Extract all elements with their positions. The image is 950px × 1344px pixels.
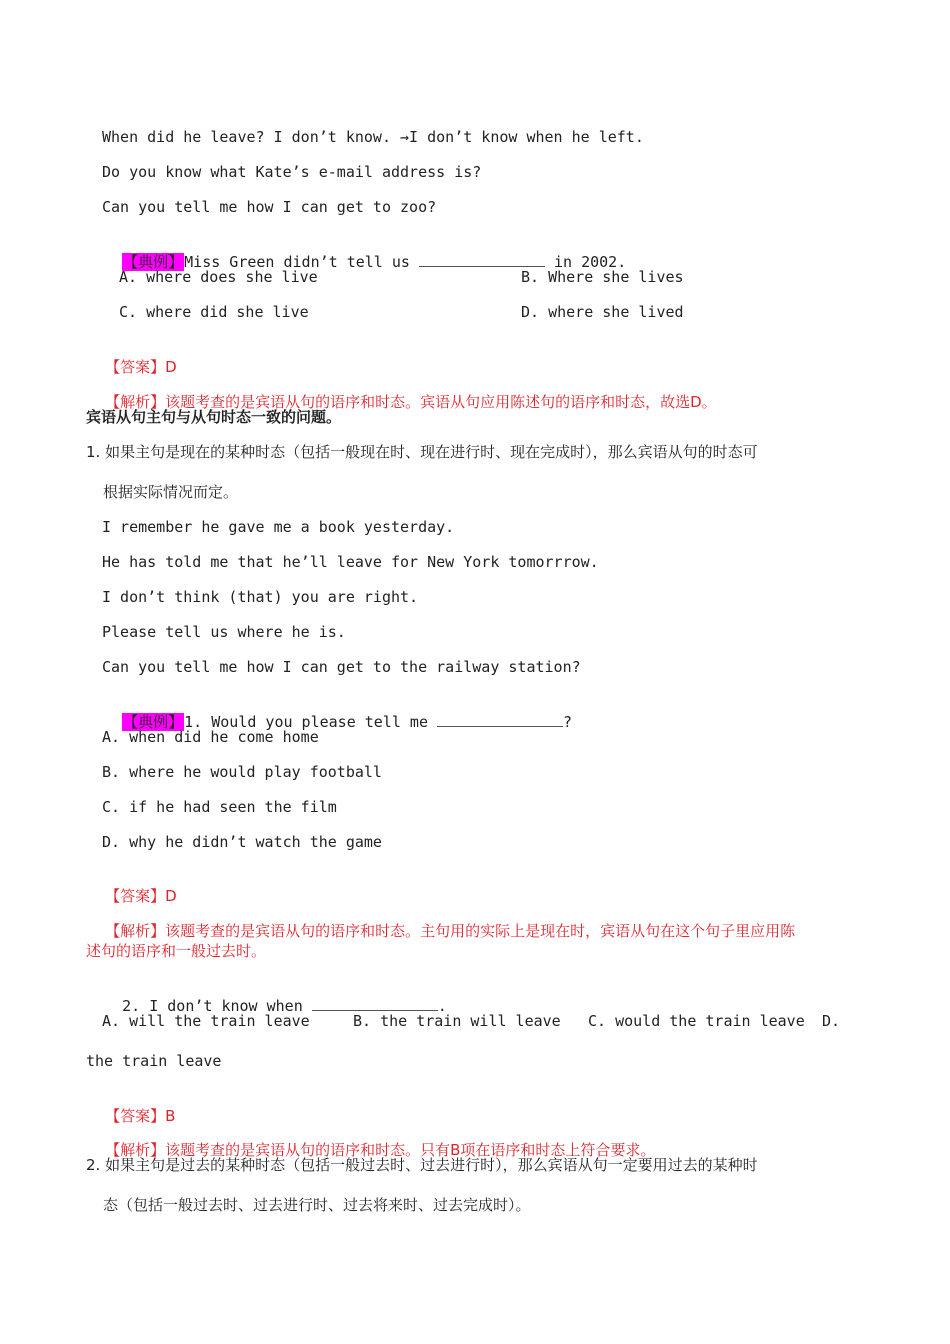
- rule-1-example-2: He has told me that he’ll leave for New York tomorrrow.: [102, 553, 599, 571]
- example-3-option-d-text: the train leave: [86, 1052, 222, 1070]
- example-1-option-a: A. where does she live: [119, 268, 318, 286]
- rule-1-example-5: Can you tell me how I can get to the railway station?: [102, 658, 581, 676]
- example-2-option-d: D. why he didn’t watch the game: [102, 833, 382, 851]
- answer-value: D: [165, 358, 177, 376]
- section-title: 宾语从句主句与从句时态一致的问题。: [86, 408, 342, 426]
- example-3-stem-after: .: [437, 997, 447, 1015]
- rule-1-example-4: Please tell us where he is.: [102, 623, 346, 641]
- analysis-label: 【解析】: [105, 922, 166, 940]
- answer-blank: [419, 252, 545, 267]
- example-1-option-d: D. where she lived: [521, 303, 684, 321]
- answer-label: 【答案】: [105, 887, 166, 905]
- analysis-text: 该题考查的是宾语从句的语序和时态。只有B项在语序和时态上符合要求。: [165, 1141, 656, 1159]
- intro-line-2: Do you know what Kate’s e-mail address is?: [102, 163, 482, 181]
- example-2-option-c: C. if he had seen the film: [102, 798, 337, 816]
- example-1-option-c: C. where did she live: [119, 303, 309, 321]
- analysis-label: 【解析】: [105, 393, 166, 411]
- example-3-option-a: A. will the train leave: [102, 1012, 310, 1030]
- analysis-text: 该题考查的是宾语从句的语序和时态。宾语从句应用陈述句的语序和时态，故选D。: [165, 393, 717, 411]
- analysis-label: 【解析】: [105, 1141, 166, 1159]
- answer-label: 【答案】: [105, 1107, 166, 1125]
- intro-line-1: When did he leave? I don’t know. →I don’t know when he left.: [102, 128, 644, 146]
- answer-value: B: [165, 1107, 176, 1125]
- rule-1-line-2: 根据实际情况而定。: [103, 483, 239, 501]
- answer-label: 【答案】: [105, 358, 166, 376]
- example-2-analysis-line-2: 述句的语序和一般过去时。: [86, 942, 267, 960]
- analysis-text: 该题考查的是宾语从句的语序和时态。主句用的实际上是现在时，宾语从句在这个句子里应用陈: [165, 922, 796, 940]
- rule-2-line-1: 2. 如果主句是过去的某种时态（包括一般过去时、过去进行时），那么宾语从句一定要用过去的某种时: [86, 1156, 758, 1174]
- example-3-option-b: B. the train will leave: [353, 1012, 561, 1030]
- example-1-stem-before: Miss Green didn’t tell us: [184, 253, 419, 271]
- rule-1-example-3: I don’t think (that) you are right.: [102, 588, 419, 606]
- example-3-stem-before: 2. I don’t know when: [122, 997, 312, 1015]
- answer-value: D: [165, 887, 177, 905]
- example-2-option-a: A. when did he come home: [102, 728, 319, 746]
- example-3-option-c: C. would the train leave: [588, 1012, 805, 1030]
- rule-1-example-1: I remember he gave me a book yesterday.: [102, 518, 455, 536]
- example-2-stem-before: 1. Would you please tell me: [184, 713, 438, 731]
- example-tag: 【典例】: [123, 253, 184, 271]
- example-tag: 【典例】: [123, 713, 184, 731]
- rule-1-line-1: 1. 如果主句是现在的某种时态（包括一般现在时、现在进行时、现在完成时），那么宾语从句的时态可: [86, 443, 758, 461]
- answer-blank: [312, 996, 438, 1011]
- example-3-option-d-label: D.: [822, 1012, 841, 1030]
- example-1-stem-after: in 2002.: [544, 253, 627, 271]
- intro-line-3: Can you tell me how I can get to zoo?: [102, 198, 437, 216]
- example-1-option-b: B. Where she lives: [521, 268, 684, 286]
- rule-2-line-2: 态（包括一般过去时、过去进行时、过去将来时、过去完成时）。: [103, 1196, 531, 1214]
- answer-blank: [437, 712, 563, 727]
- example-2-option-b: B. where he would play football: [102, 763, 382, 781]
- example-2-stem-after: ?: [563, 713, 573, 731]
